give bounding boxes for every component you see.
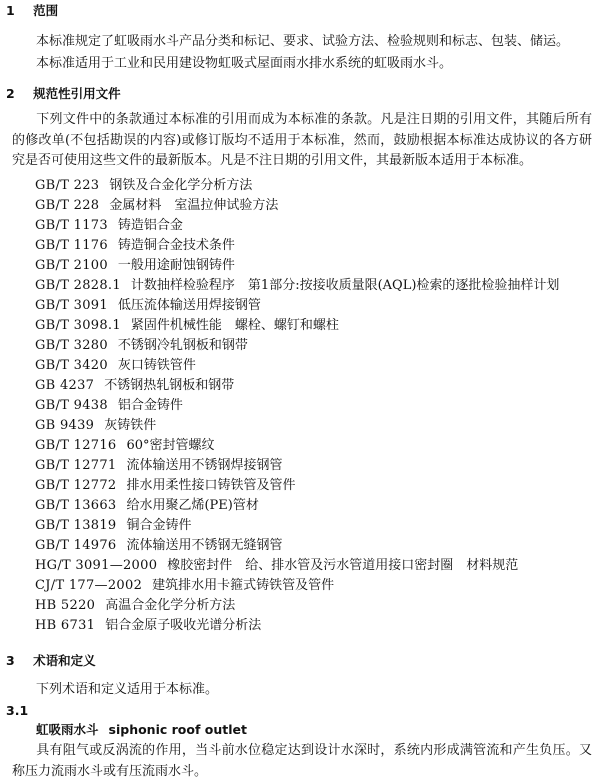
reference-code: GB/T 13819 (35, 518, 117, 533)
reference-code: GB/T 12716 (35, 438, 117, 453)
reference-title: 流体输送用不锈钢无缝钢管 (126, 538, 283, 553)
reference-item (35, 298, 261, 314)
reference-code: GB/T 3091 (35, 298, 108, 313)
reference-item (35, 178, 252, 194)
section-3-heading (6, 653, 96, 669)
reference-code: HB 5220 (35, 598, 96, 613)
reference-item (35, 618, 261, 634)
reference-item (35, 318, 339, 334)
reference-code: GB 9439 (35, 418, 95, 433)
reference-code: GB/T 3280 (35, 338, 108, 353)
reference-code: GB/T 223 (35, 178, 100, 193)
section-1-number: 1 (6, 3, 15, 18)
reference-title: 紧固件机械性能 螺栓、螺钉和螺柱 (130, 318, 339, 333)
reference-item (35, 598, 235, 614)
reference-item (35, 518, 192, 534)
reference-code: GB 4237 (35, 378, 95, 393)
reference-item (35, 458, 283, 474)
reference-item (35, 418, 156, 434)
section-3-title: 术语和定义 (33, 653, 96, 668)
reference-title: 橡胶密封件 给、排水管及污水管道用接口密封圈 材料规范 (167, 558, 519, 573)
reference-title: 高温合金化学分析方法 (105, 598, 236, 613)
section-1-paragraph: 本标准规定了虹吸雨水斗产品分类和标记、要求、试验方法、检验规则和标志、包装、储运。 (36, 34, 570, 49)
reference-item (35, 478, 296, 494)
term-name-en: siphonic roof outlet (108, 722, 247, 737)
section-2-intro (12, 110, 592, 172)
section-1-heading (6, 3, 58, 19)
reference-code: GB/T 13663 (35, 498, 117, 513)
section-1-paragraph: 本标准适用于工业和民用建设物虹吸式屋面雨水排水系统的虹吸雨水斗。 (36, 56, 453, 71)
reference-item (35, 258, 235, 274)
term-name-zh: 虹吸雨水斗 (36, 722, 99, 737)
reference-item (35, 578, 334, 594)
reference-title: 金属材料 室温拉伸试验方法 (109, 198, 279, 213)
reference-title: 铸造铜合金技术条件 (117, 238, 235, 253)
section-1-title: 范围 (33, 3, 59, 18)
reference-title: 不锈钢冷轧钢板和钢带 (117, 338, 248, 353)
reference-item (35, 338, 248, 354)
reference-title: 铝合金原子吸收光谱分析法 (105, 618, 262, 633)
reference-title: 铜合金铸件 (126, 518, 192, 533)
term-number: 3.1 (6, 703, 29, 718)
reference-code: HB 6731 (35, 618, 96, 633)
reference-code: GB/T 1176 (35, 238, 108, 253)
reference-item (35, 498, 259, 514)
reference-code: GB/T 12772 (35, 478, 117, 493)
reference-title: 排水用柔性接口铸铁管及管件 (126, 478, 296, 493)
reference-item (35, 378, 234, 394)
reference-title: 低压流体输送用焊接钢管 (117, 298, 261, 313)
reference-title: 60°密封管螺纹 (126, 438, 215, 453)
reference-code: GB/T 3420 (35, 358, 108, 373)
reference-title: 建筑排水用卡箍式铸铁管及管件 (152, 578, 335, 593)
reference-item (35, 218, 183, 234)
reference-code: GB/T 3098.1 (35, 318, 121, 333)
section-2-intro-text: 下列文件中的条款通过本标准的引用而成为本标准的条款。凡是注日期的引用文件，其随后所有的修改单(不包括勘误的内容)或修订版均不适用于本标准，然而，鼓励根据本标准达成协议的各方研究是否可使用这些文件的最新版本。凡是不注日期的引用文件，其最新版本适用于本标准。 (12, 112, 592, 168)
term-definition-text: 具有阻气或反涡流的作用，当斗前水位稳定达到设计水深时，系统内形成满管流和产生负压。又称压力流雨水斗或有压流雨水斗。 (12, 743, 592, 779)
reference-code: GB/T 2100 (35, 258, 108, 273)
reference-item (35, 538, 283, 554)
reference-title: 灰口铸铁管件 (117, 358, 196, 373)
reference-code: GB/T 2828.1 (35, 278, 121, 293)
reference-title: 不锈钢热轧钢板和钢带 (104, 378, 235, 393)
section-3-intro: 下列术语和定义适用于本标准。 (36, 682, 219, 697)
reference-item (35, 438, 215, 454)
reference-item (35, 238, 235, 254)
reference-title: 一般用途耐蚀钢铸件 (117, 258, 235, 273)
reference-code: GB/T 9438 (35, 398, 108, 413)
reference-title: 铝合金铸件 (117, 398, 183, 413)
section-2-title: 规范性引用文件 (33, 86, 121, 101)
reference-code: GB/T 12771 (35, 458, 117, 473)
reference-item (35, 198, 278, 214)
reference-code: CJ/T 177—2002 (35, 578, 143, 593)
reference-code: GB/T 1173 (35, 218, 108, 233)
reference-code: GB/T 228 (35, 198, 100, 213)
term-heading (36, 722, 247, 738)
reference-item (35, 398, 183, 414)
reference-title: 铸造铝合金 (117, 218, 183, 233)
section-2-heading (6, 86, 121, 102)
reference-item (35, 558, 518, 574)
reference-title: 给水用聚乙烯(PE)管材 (126, 498, 259, 513)
reference-title: 计数抽样检验程序 第1部分:按接收质量限(AQL)检索的逐批检验抽样计划 (130, 278, 560, 293)
reference-code: GB/T 14976 (35, 538, 117, 553)
section-2-number: 2 (6, 86, 15, 101)
reference-code: HG/T 3091—2000 (35, 558, 158, 573)
reference-title: 灰铸铁件 (104, 418, 157, 433)
section-3-number: 3 (6, 653, 15, 668)
reference-item (35, 278, 559, 294)
term-definition (12, 741, 592, 782)
reference-item (35, 358, 196, 374)
reference-title: 钢铁及合金化学分析方法 (109, 178, 253, 193)
reference-title: 流体输送用不锈钢焊接钢管 (126, 458, 283, 473)
